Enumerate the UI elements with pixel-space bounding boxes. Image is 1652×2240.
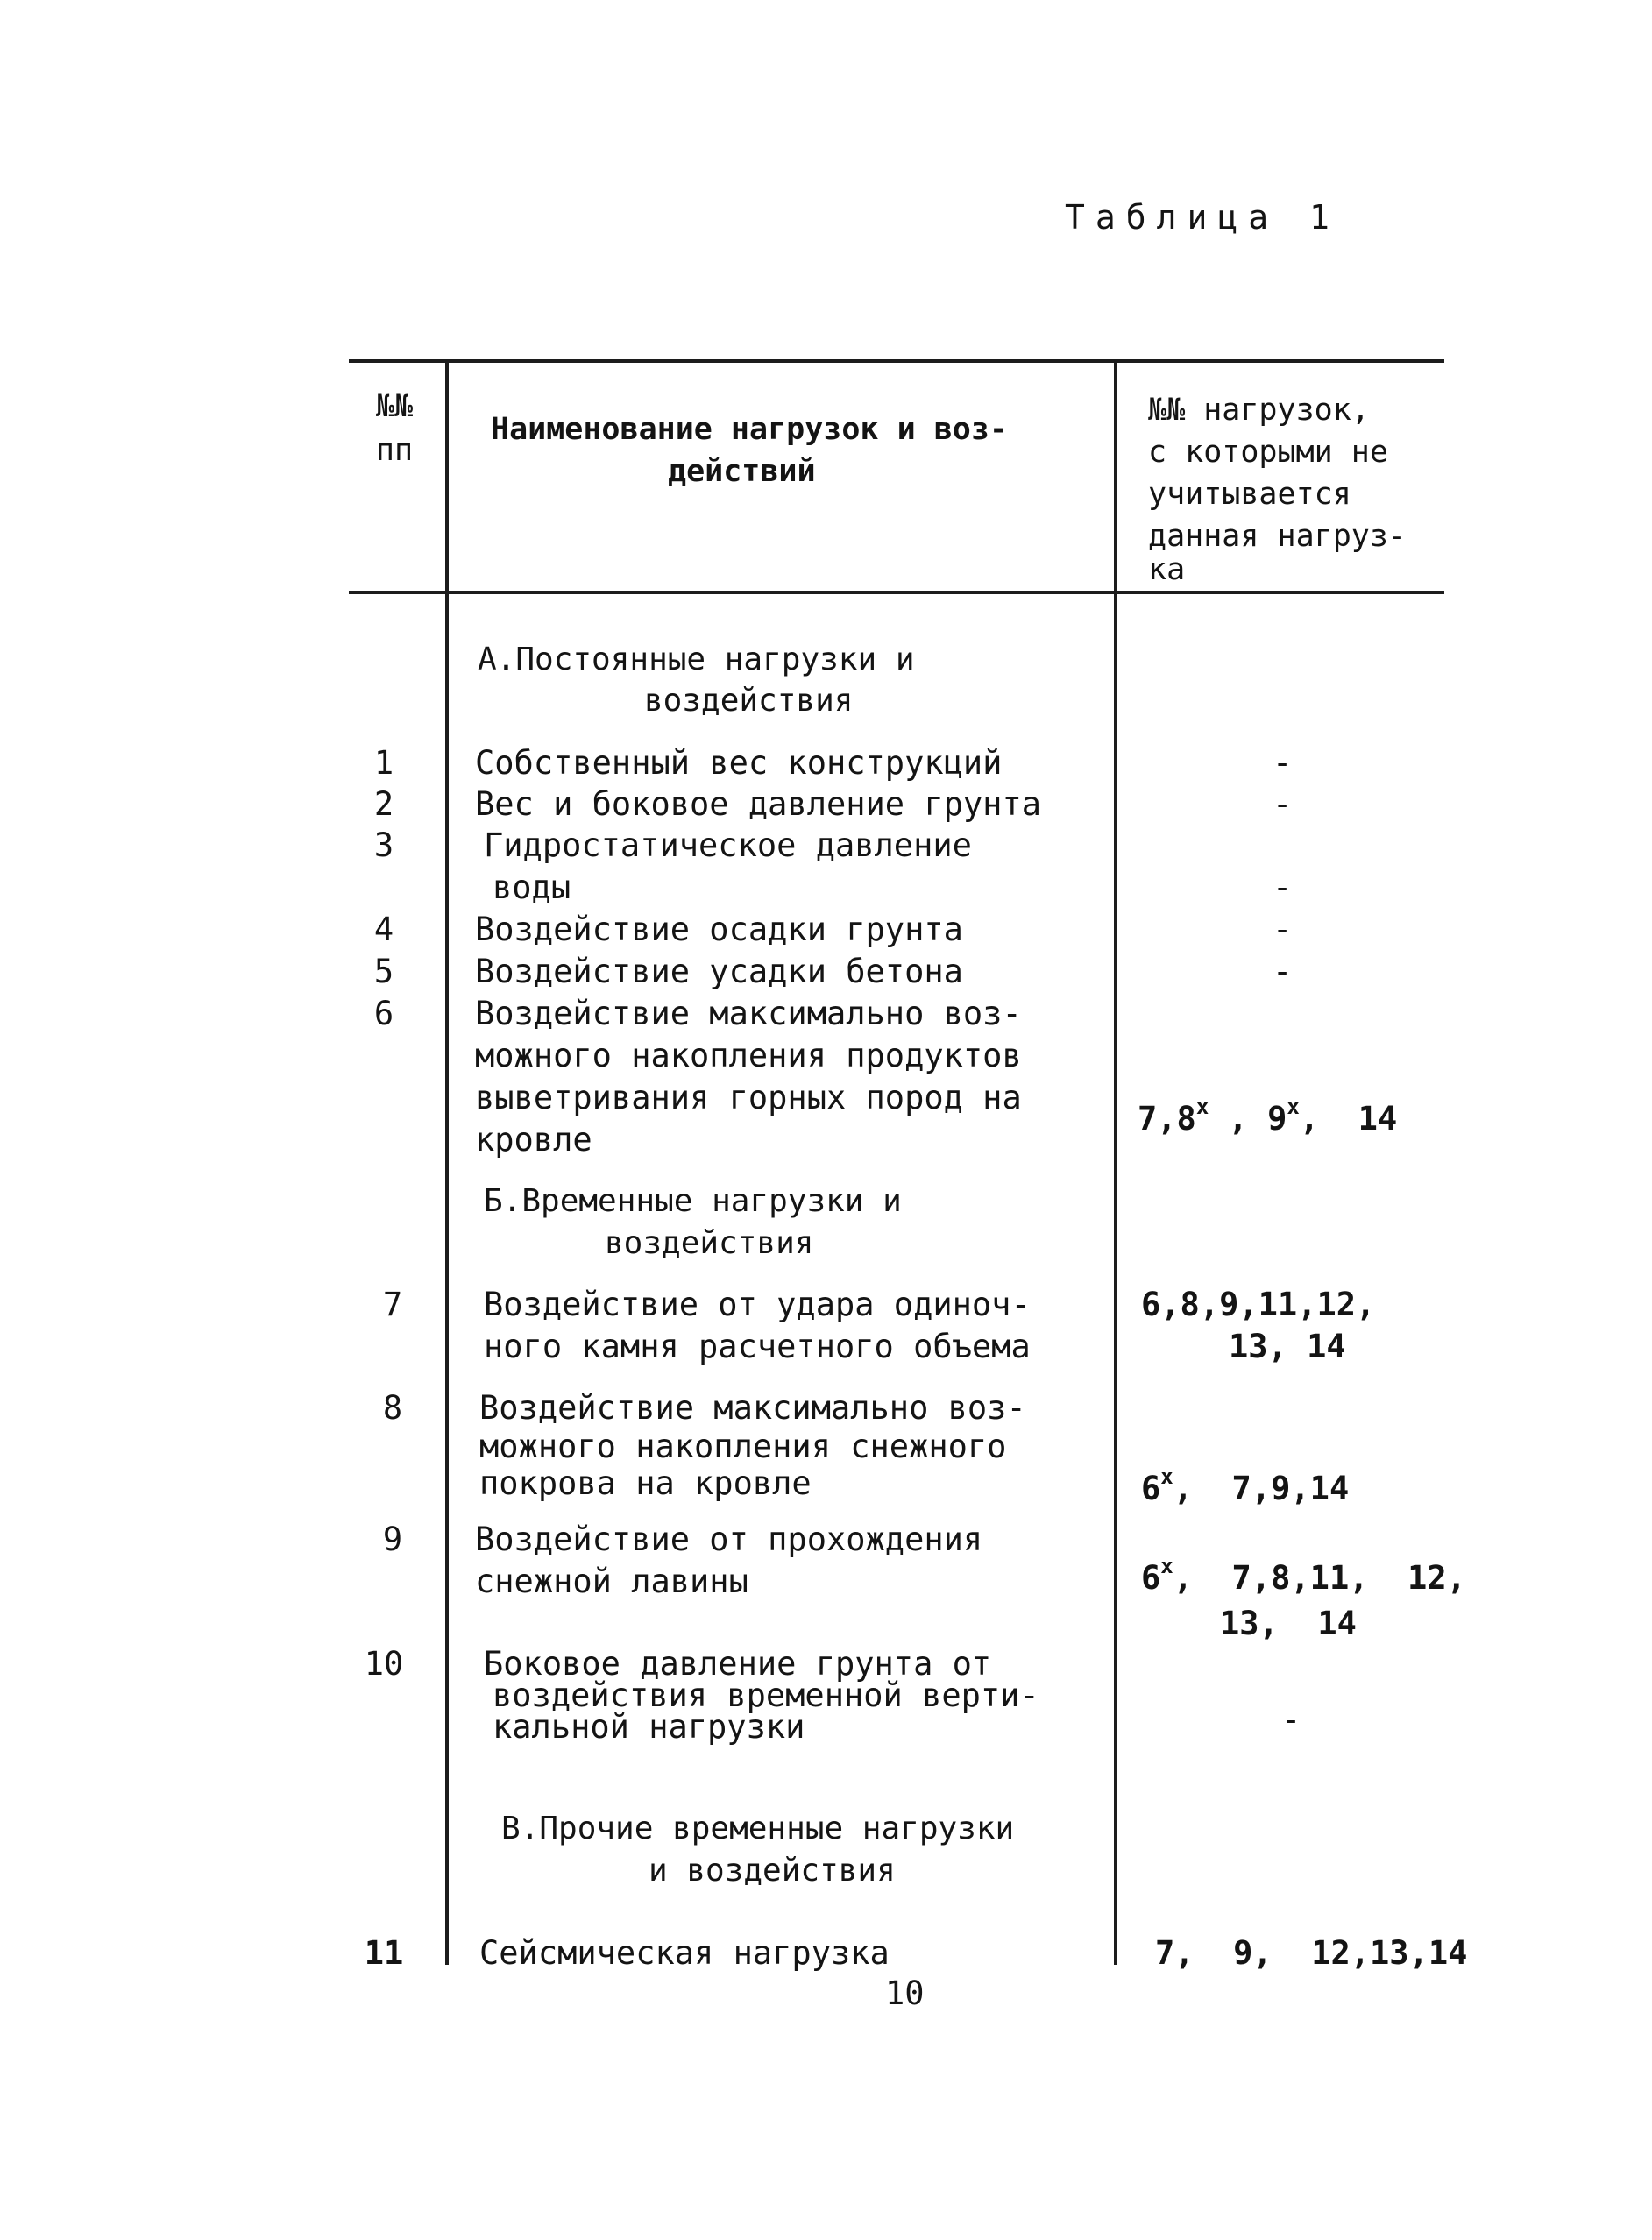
row-6-refs: 7,8$^x$ , 9$^x$, 14 xyxy=(1138,1095,1398,1138)
row-2-name: Вес и боковое давление грунта xyxy=(475,785,1042,823)
row-7-num: 7 xyxy=(382,1286,403,1323)
page-number: 10 xyxy=(885,1974,925,2012)
row-6-name-line2: можного накопления продуктов xyxy=(475,1037,1022,1074)
row-11-num: 11 xyxy=(364,1934,404,1972)
row-8-name-line3: покрова на кровле xyxy=(479,1464,812,1502)
row-1-num: 1 xyxy=(373,744,394,782)
section-a-title-line2: воздействия xyxy=(644,683,854,719)
section-b-title-line1: Б.Временные нагрузки и xyxy=(484,1183,902,1219)
section-v-title-line1: В.Прочие временные нагрузки xyxy=(501,1811,1015,1847)
row-6-name-line4: кровле xyxy=(475,1121,592,1159)
row-10-name-line2: воздействия временной верти- xyxy=(493,1676,1039,1714)
row-1-name: Собственный вес конструкций xyxy=(475,744,1003,782)
row-8-num: 8 xyxy=(382,1389,403,1427)
row-9-name-line1: Воздействие от прохождения xyxy=(475,1521,983,1558)
row-10-name-line1: Боковое давление грунта от xyxy=(484,1645,992,1683)
header-refs-line5: ка xyxy=(1148,552,1186,587)
row-10-num: 10 xyxy=(364,1645,404,1683)
row-7-name-line1: Воздействие от удара одиноч- xyxy=(484,1286,1031,1323)
row-1-refs: - xyxy=(1273,744,1293,782)
row-7-refs-line1: 6,8,9,11,12, xyxy=(1141,1286,1376,1323)
table-caption: Таблица 1 xyxy=(1065,198,1340,237)
row-6-num: 6 xyxy=(373,995,394,1032)
row-10-name-line3: кальной нагрузки xyxy=(493,1708,805,1746)
section-b-title-line2: воздействия xyxy=(605,1225,814,1261)
row-9-num: 9 xyxy=(382,1521,403,1558)
row-4-name: Воздействие осадки грунта xyxy=(475,911,963,948)
row-8-refs: 6$^x$, 7,9,14 xyxy=(1141,1464,1350,1507)
row-6-name-line3: выветривания горных пород на xyxy=(475,1079,1022,1116)
row-2-num: 2 xyxy=(373,785,394,823)
row-5-name: Воздействие усадки бетона xyxy=(475,953,963,990)
header-refs-line4: данная нагруз- xyxy=(1148,519,1407,554)
header-refs-line2: с которыми не xyxy=(1148,435,1388,470)
row-3-refs: - xyxy=(1273,868,1293,906)
section-v-title-line2: и воздействия xyxy=(649,1853,896,1889)
row-6-name-line1: Воздействие максимально воз- xyxy=(475,995,1022,1032)
row-3-name-line2: воды xyxy=(493,868,571,906)
section-a-title-line1: А.Постоянные нагрузки и xyxy=(478,642,915,677)
column-divider-left xyxy=(445,359,449,1965)
header-refs-line1: №№ нагрузок, xyxy=(1148,393,1370,428)
row-11-refs: 7, 9, 12,13,14 xyxy=(1155,1934,1468,1972)
row-2-refs: - xyxy=(1273,785,1293,823)
header-name-line1: Наименование нагрузок и воз- xyxy=(491,412,1009,447)
row-10-refs: - xyxy=(1281,1701,1301,1739)
header-num-line1: №№ xyxy=(375,389,414,424)
header-refs-line3: учитывается xyxy=(1148,477,1351,512)
row-7-refs-line2: 13, 14 xyxy=(1229,1328,1346,1365)
row-3-num: 3 xyxy=(373,826,394,864)
row-9-refs-line2: 13, 14 xyxy=(1220,1605,1357,1642)
table-top-rule xyxy=(349,359,1444,363)
row-5-num: 5 xyxy=(373,953,394,990)
row-7-name-line2: ного камня расчетного объема xyxy=(484,1328,1031,1365)
row-11-name: Сейсмическая нагрузка xyxy=(479,1934,890,1972)
row-3-name-line1: Гидростатическое давление xyxy=(484,826,972,864)
row-5-refs: - xyxy=(1273,953,1293,990)
row-4-refs: - xyxy=(1273,911,1293,948)
row-8-name-line1: Воздействие максимально воз- xyxy=(479,1389,1026,1427)
row-4-num: 4 xyxy=(373,911,394,948)
row-9-name-line2: снежной лавины xyxy=(475,1563,748,1600)
row-9-refs-line1: 6$^x$, 7,8,11, 12, xyxy=(1141,1554,1466,1597)
header-num-line2: пп xyxy=(375,433,414,468)
header-name-line2: действий xyxy=(668,454,816,489)
column-divider-right xyxy=(1114,359,1117,1965)
header-bottom-rule xyxy=(349,591,1444,594)
row-8-name-line2: можного накопления снежного xyxy=(479,1428,1007,1465)
